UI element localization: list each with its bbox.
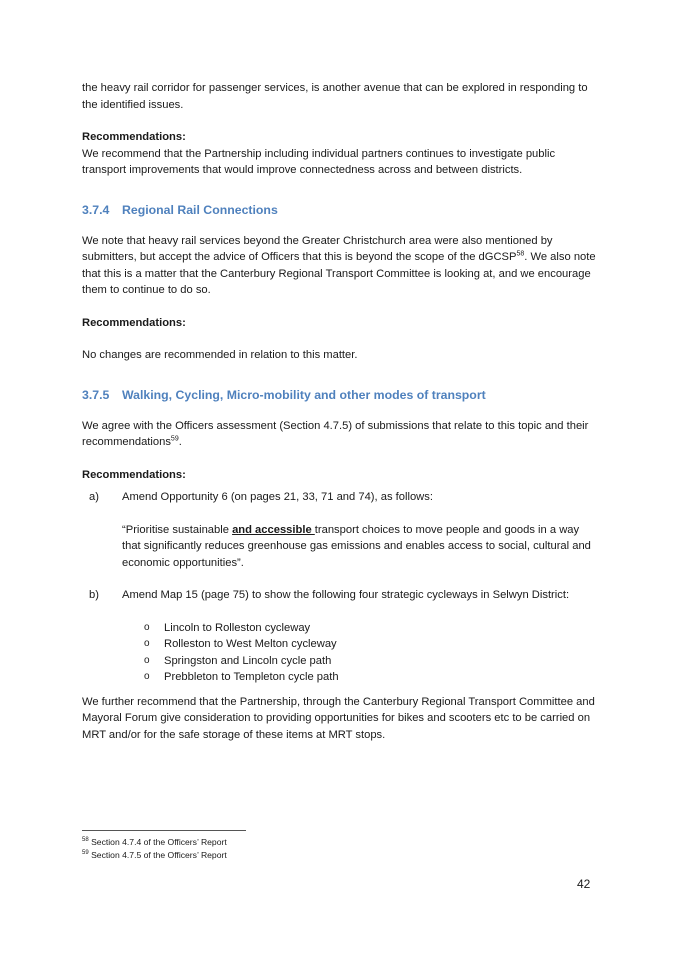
paragraph-text: .	[178, 436, 182, 448]
item-text: Amend Opportunity 6 (on pages 21, 33, 71 and 74), as follows:	[122, 491, 433, 503]
cycleway-name: Prebbleton to Templeton cycle path	[164, 671, 339, 683]
cycleway-name: Rolleston to West Melton cycleway	[164, 638, 337, 650]
footnote-text: Section 4.7.4 of the Officers’ Report	[91, 837, 227, 847]
list-item	[144, 669, 598, 686]
item-text: Amend Map 15 (page 75) to show the following four strategic cycleways in Selwyn District:	[122, 589, 570, 601]
bullet-icon: o	[144, 621, 150, 633]
recommendations-heading: Recommendations:	[82, 316, 186, 329]
walking-cycling-paragraph	[82, 418, 598, 451]
quote-text: transport choices to move people and goods in a way that significantly reduces greenhouse gas emissions and enables access to social, cultural and economic opportunities”.	[122, 523, 591, 569]
bullet-icon: o	[144, 671, 150, 682]
quote-text: “Prioritise sustainable	[122, 523, 233, 536]
footnote-text: Section 4.7.5 of the Officers’ Report	[91, 850, 227, 860]
recommendations-heading: Recommendations:	[82, 468, 186, 481]
list-item	[144, 636, 598, 653]
footnotes	[82, 836, 227, 862]
list-item	[144, 653, 598, 670]
recommendation-paragraph: No changes are recommended in relation to this matter.	[82, 349, 358, 361]
cycleway-name: Springston and Lincoln cycle path	[164, 654, 332, 667]
section-heading-3-7-5	[82, 386, 598, 404]
cycleway-name: Lincoln to Rolleston cycleway	[164, 621, 311, 634]
bullet-icon: o	[144, 654, 150, 666]
recommendation-item-b	[82, 587, 598, 604]
page-number: 42	[577, 877, 591, 891]
recommendation-paragraph: We recommend that the Partnership including individual partners continues to investigate public transport improvements that would improve connectedness across and between districts.	[82, 147, 556, 176]
footnote-59	[82, 849, 227, 862]
footnote-ref-58[interactable]: 58	[516, 250, 525, 258]
item-label: b)	[89, 589, 99, 601]
section-title: Walking, Cycling, Micro-mobility and other modes of transport	[122, 387, 486, 402]
inserted-text: and accessible	[232, 523, 315, 536]
closing-paragraph: We further recommend that the Partnership, through the Canterbury Regional Transport Committee and Mayoral Forum give consideration to providing opportunities for bikes and scooters etc to be carried on MRT and/or for the safe storage of these items at MRT stops.	[82, 695, 595, 741]
paragraph-text: We note that heavy rail services beyond the Greater Christchurch area were also mentioned by submitters, but accept the advice of Officers that this is beyond the scope of the dGCSP	[82, 234, 553, 263]
bullet-icon: o	[144, 638, 150, 649]
continuation-paragraph: the heavy rail corridor for passenger services, is another avenue that can be explored in responding to the identified issues.	[82, 82, 588, 111]
amended-opportunity-quote	[82, 522, 598, 572]
footnote-number: 58	[82, 837, 89, 844]
regional-rail-paragraph	[82, 233, 598, 299]
section-heading-3-7-4	[82, 201, 598, 219]
section-number: 3.7.4	[82, 202, 110, 217]
recommendations-heading: Recommendations:	[82, 131, 186, 143]
section-title: Regional Rail Connections	[122, 202, 278, 217]
footnote-divider	[82, 830, 246, 831]
document-body	[82, 80, 598, 743]
section-number: 3.7.5	[82, 387, 110, 402]
item-label: a)	[89, 491, 99, 503]
paragraph-text: We agree with the Officers assessment (Section 4.7.5) of submissions that relate to this topic and their recommendations	[82, 419, 589, 448]
cycleway-list	[82, 620, 598, 686]
footnote-number: 59	[82, 850, 89, 857]
footnote-58	[82, 836, 227, 849]
recommendation-item-a	[82, 489, 598, 506]
list-item	[144, 620, 598, 637]
footnote-ref-59[interactable]: 59	[170, 435, 179, 443]
paragraph-text: . We also note that this is a matter that the Canterbury Regional Transport Committee is looking at, and we encourage them to continue to do so.	[82, 251, 596, 296]
